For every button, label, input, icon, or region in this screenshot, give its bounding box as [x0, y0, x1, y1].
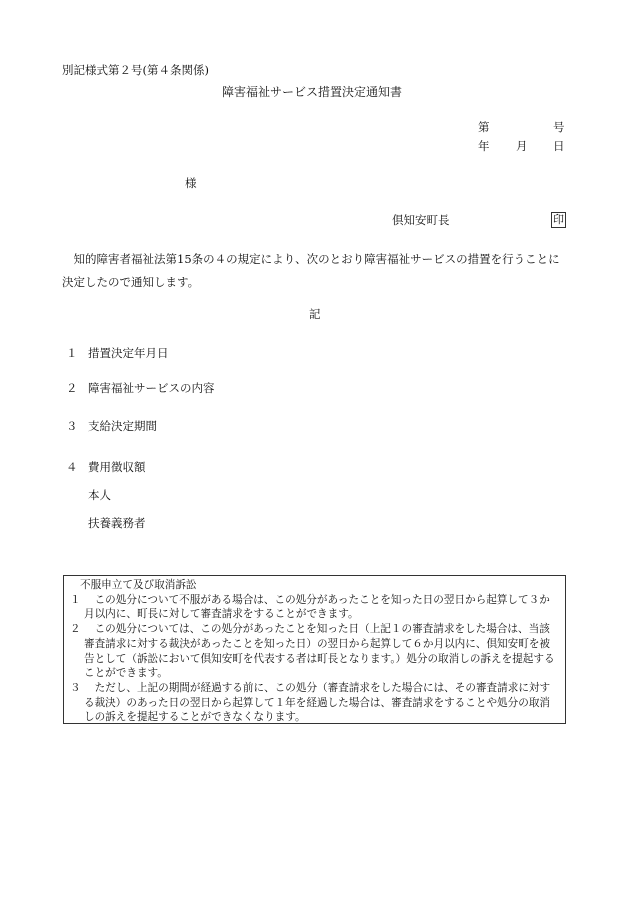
date-month: 月: [516, 139, 528, 153]
document-title: 障害福祉サービス措置決定通知書: [222, 85, 403, 99]
addressee-suffix: 様: [185, 176, 197, 190]
item-4-label: 費用徴収額: [88, 460, 146, 474]
item-2-num: ２: [66, 381, 78, 395]
notice-item-text: ただし、上記の期間が経過する前に、この処分（審査請求をした場合には、その審査請求に対する裁決）のあった日の翌日から起算して１年を経過した場合は、審査請求をすることや処分の取消しの訴えを提起することができなくなります。: [84, 681, 551, 724]
ki-heading: 記: [309, 307, 321, 321]
item-2-label: 障害福祉サービスの内容: [88, 381, 215, 395]
form-label: 別記様式第２号(第４条関係): [62, 63, 209, 77]
issuer: 倶知安町長: [392, 213, 450, 227]
notice-item: [70, 593, 559, 622]
item-4-num: ４: [66, 460, 78, 474]
sub-item-person: 本人: [88, 488, 111, 502]
notice-item-num: ２: [70, 623, 81, 636]
notice-item-num: １: [70, 593, 81, 606]
notice-item-num: ３: [70, 681, 81, 694]
date-year: 年: [478, 139, 490, 153]
body-paragraph: [62, 248, 568, 294]
body-text: 知的障害者福祉法第15条の４の規定により、次のとおり障害福祉サービスの措置を行うことに決定したので通知します。: [62, 252, 560, 289]
notice-item-text: この処分について不服がある場合は、この処分があったことを知った日の翌日から起算して３か月以内に、町長に対して審査請求をすることができます。: [84, 593, 550, 621]
seal-mark: [551, 212, 566, 228]
item-3-label: 支給決定期間: [88, 419, 157, 433]
notice-item: [70, 622, 559, 681]
item-1-label: 措置決定年月日: [88, 346, 169, 360]
sub-item-guardian: 扶養義務者: [88, 516, 146, 530]
number-prefix: 第: [478, 120, 490, 134]
item-3-num: ３: [66, 419, 78, 433]
notice-item-text: この処分については、この処分があったことを知った日（上記１の審査請求をした場合は、当該審査請求に対する裁決があったことを知った日）の翌日から起算して６か月以内に、倶知安町を被告として（訴訟において倶知安町を代表する者は町長となります。）処分の取消しの訴えを提起することができます。: [84, 623, 555, 680]
item-1-num: １: [66, 346, 78, 360]
appeal-notice-box: [63, 575, 566, 724]
date-day: 日: [553, 139, 565, 153]
seal-label: 印: [553, 213, 564, 226]
number-suffix: 号: [553, 120, 565, 134]
notice-item: [70, 681, 559, 725]
notice-title: 不服申立て及び取消訴訟: [80, 579, 197, 591]
